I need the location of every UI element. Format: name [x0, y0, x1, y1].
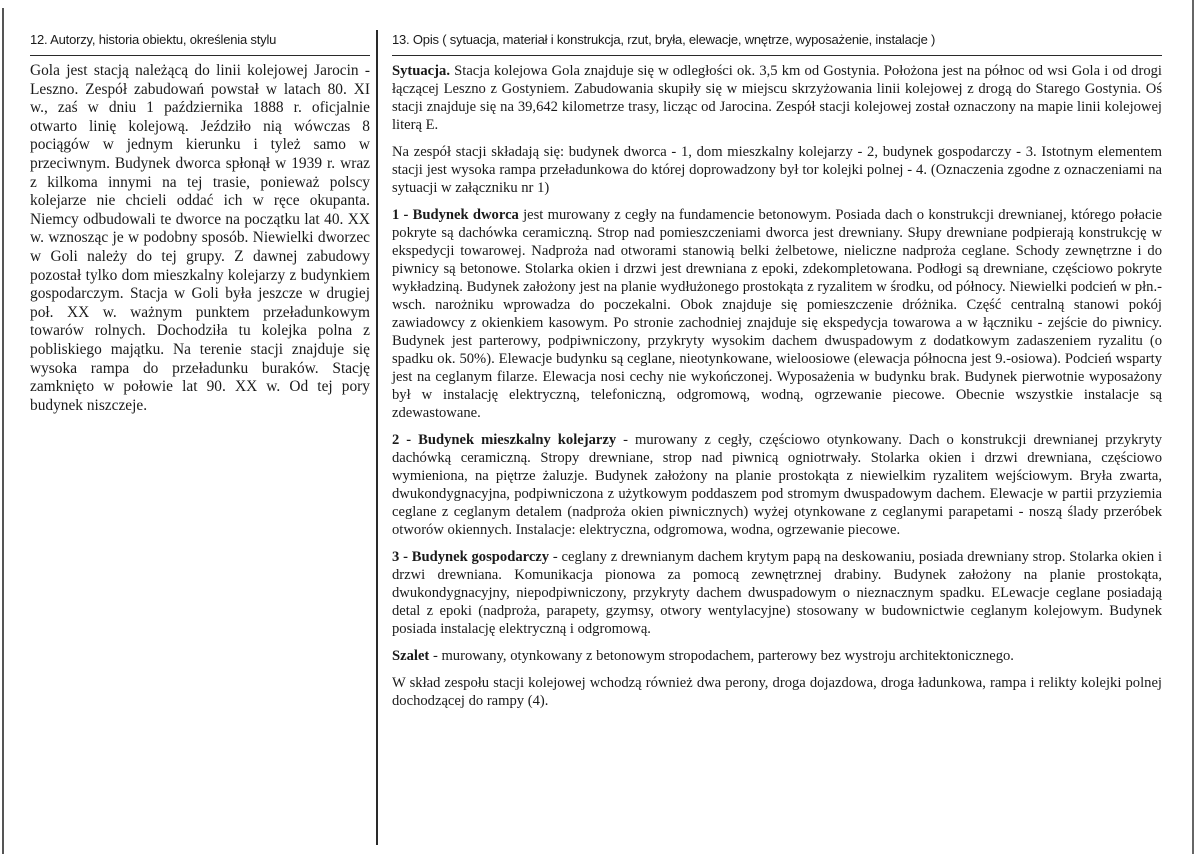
paragraph-body: - murowany z cegły, częściowo otynkowany. Dach o konstrukcji drewnianej przykryty dachówką ceramiczną. Stropy drewniane, strop nad piwnicą ogniotrwały. Stolarka okien i drzwi drewniana, częściowo wymieniona, na piętrze żaluzje. Budynek założony na planie prostokąta z niewielkim ryzalitem wejściowym. Bryła zwarta, dwukondygnacyjna, podpiwniczona z użytkowym poddaszem pod stromym dwuspadowym dachem. Elewacje w partii przyziemia ceglane z ceglanym detalem (nadproża okien piwnicznych) wyżej otynkowane z ceglanymi parapetami - noszą ślady przeróbek otworów okiennych. Instalacje: elektryczna, odgromowa, wodna, ogrzewanie piecowe. — [392, 432, 1162, 538]
paragraph-lead: 1 - Budynek dworca — [392, 207, 519, 223]
paragraph-body: Stacja kolejowa Gola znajduje się w odległości ok. 3,5 km od Gostynia. Położona jest na północ od wsi Gola i od drogi łączącej Leszno z Gostyniem. Zabudowania skupiły się w miejscu skrzyżowania linii kolejowej z drogą do Starego Gostynia. Oś stacji znajduje się na 39,642 kilometrze trasy, licząc od Jarocina. Zespół stacji kolejowej został oznaczony na mapie linii kolejowej literą E. — [392, 63, 1162, 133]
history-section — [30, 32, 370, 415]
paragraph-lead: Szalet — [392, 648, 430, 664]
description-paragraph — [392, 674, 1162, 710]
paragraph-body: W skład zespołu stacji kolejowej wchodzą również dwa perony, droga dojazdowa, droga ładunkowa, rampa i relikty kolejki polnej dochodzącej do rampy (4). — [392, 675, 1162, 709]
scan-edge-right — [1192, 0, 1194, 854]
description-section — [392, 32, 1162, 719]
description-paragraph — [392, 431, 1162, 539]
description-paragraph — [392, 548, 1162, 638]
scan-edge-left — [2, 8, 4, 854]
paragraph-lead: 2 - Budynek mieszkalny kolejarzy — [392, 432, 617, 448]
paragraph-body: - ceglany z drewnianym dachem krytym papą na deskowaniu, posiada drewniany strop. Stolarka okien i drzwi drewniana. Komunikacja pionowa za pomocą zewnętrznej drabiny. Budynek założony na planie prostokąta, dwukondygnacyjny, niepodpiwniczony, przykryty dachem dwuspadowym o nieznacznym spadku. ELewacje ceglane posiadają detal z epoki (nadproża, parapety, gzymsy, otwory wentylacyjne) stosowany w budownictwie ceglanym kolejowym. Budynek posiada instalację elektryczną i odgromową. — [392, 549, 1162, 637]
description-paragraph — [392, 143, 1162, 197]
description-heading: 13. Opis ( sytuacja, materiał i konstrukcja, rzut, bryła, elewacje, wnętrze, wyposażenie, instalacje ) — [392, 32, 936, 47]
paragraph-body: jest murowany z cegły na fundamencie betonowym. Posiada dach o konstrukcji drewnianej, którego połacie pokryte są dachówka ceramiczną. Strop nad pomieszczeniami dworca jest drewniany. Słupy drewniane podpierają konstrukcję w ekspedycji towarowej. Nadproża nad otworami stanowią belki żelbetowe, nieliczne nadproża ceglane. Schody zewnętrzne i do piwnicy są betonowe. Stolarka okien i drzwi jest drewniana z epoki, zdekompletowana. Podłogi są drewniane, częściowo pokryte wykładziną. Budynek założony jest na planie wydłużonego prostokąta z ryzalitem w środku, od północy. Niewielki podcień w płn.-wsch. narożniku wprowadza do poczekalni. Obok znajduje się pomieszczenie dróżnika. Część centralną stanowi pokój zawiadowcy z okienkiem kasowym. Po stronie zachodniej znajduje się ekspedycja towarowa a w łączniku - zejście do piwnicy. Budynek jest parterowy, podpiwniczony, przykryty wysokim dachem dwuspadowym z dodatkowym zadaszeniem ryzalitu (o spadku ok. 50%). Elewacje budynku są ceglane, nieotynkowane, wieloosiowe (elewacja północna jest 9.-osiowa). Podcień wsparty jest na ceglanym filarze. Elewacja nosi cechy nie wykończonej. Wyposażenia w budynku brak. Budynek pierwotnie wyposażony był w instalację elektryczną, telefoniczną, odgromową, wodną, ogrzewanie piecowe. Obecnie wszystkie instalacje są zdewastowane. — [392, 207, 1162, 421]
paragraph-body: Na zespół stacji składają się: budynek dworca - 1, dom mieszkalny kolejarzy - 2, budynek gospodarczy - 3. Istotnym elementem stacji jest wysoka rampa przeładunkowa do której doprowadzony był tor kolejki polnej - 4. (Oznaczenia zgodne z oznaczeniami na sytuacji w załączniku nr 1) — [392, 144, 1162, 196]
paragraph-lead: Sytuacja. — [392, 63, 450, 79]
paragraph-body: - murowany, otynkowany z betonowym stropodachem, parterowy bez wystroju architektonicznego. — [429, 648, 1014, 664]
history-heading: 12. Autorzy, historia obiektu, określenia stylu — [30, 32, 277, 47]
description-paragraph — [392, 62, 1162, 134]
description-paragraph — [392, 647, 1162, 665]
paragraph-lead: 3 - Budynek gospodarczy — [392, 549, 550, 565]
history-text: Gola jest stacją należącą do linii kolejowej Jarocin - Leszno. Zespół zabudowań powstał w latach 80. XI w., zaś w dniu 1 października 1888 r. oficjalnie otwarto linię kolejową. Jeździło nią wówczas 8 pociągów w jednym kierunku i tyleż samo w przeciwnym. Budynek dworca spłonął w 1939 r. wraz z kilkoma innymi na tej trasie, ponieważ polscy kolejarze nie chcieli oddać ich w ręce okupanta. Niemcy odbudowali te dworce na początku lat 40. XX w. wznosząc je w podobny sposób. Niewielki dworzec w Goli należy do tej grupy. Z dawnej zabudowy pozostał tylko dom mieszkalny kolejarzy z budynkiem gospodarczym. Stacja w Goli była jeszcze w drugiej poł. XX w. ważnym punktem przeładunkowym towarów rolnych. Dochodziła tu kolejka polna z pobliskiego majątku. Na terenie stacji znajduje się wysoka rampa do przeładunku buraków. Stację zamknięto w połowie lat 90. XX w. Od tej pory budynek niszczeje. — [30, 62, 370, 414]
column-divider — [376, 30, 378, 845]
description-paragraph — [392, 206, 1162, 422]
